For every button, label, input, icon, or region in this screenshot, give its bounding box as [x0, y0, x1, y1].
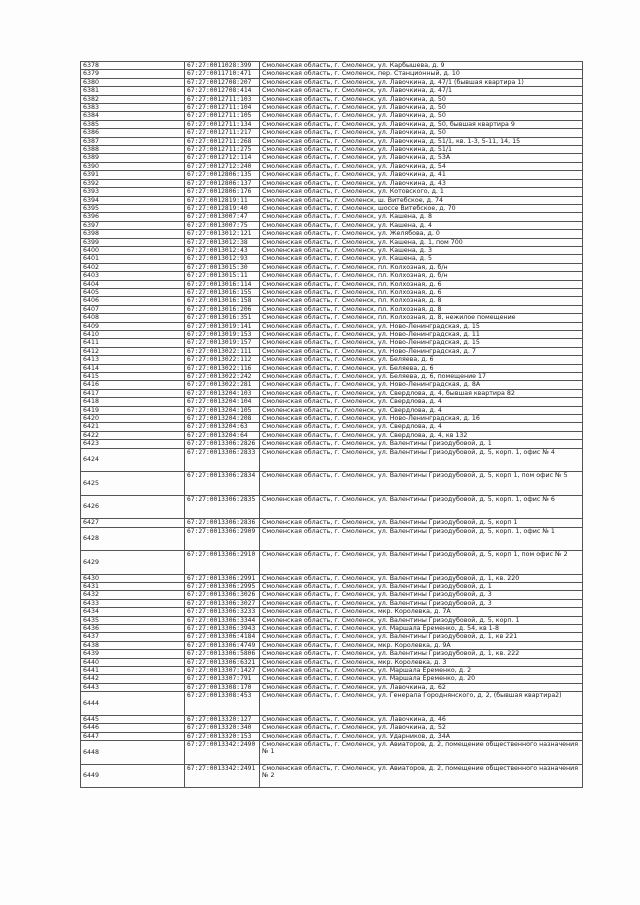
row-number: 6392: [81, 179, 185, 187]
row-number: 6391: [81, 171, 185, 179]
cadastral-number: 67:27:0013204:63: [185, 423, 260, 431]
cadastral-number: 67:27:0013015:30: [185, 263, 260, 271]
address: Смоленская область, г. Смоленск, ул. Валентины Гризодубовой, д. 5, корп. 1, офис № 4: [260, 448, 583, 472]
address: Смоленская область, г. Смоленск, ул. Свердлова, д. 4, бывшая квартира 82: [260, 389, 583, 397]
table-row: [81, 591, 583, 599]
table-row: [81, 162, 583, 170]
address: Смоленская область, г. Смоленск, ул. Валентины Гризодубовой, д. 5, корп. 1, офис № 6: [260, 495, 583, 519]
row-number: 6406: [81, 297, 185, 305]
cadastral-number: 67:27:0012711:105: [185, 112, 260, 120]
address: Смоленская область, г. Смоленск, ул. Кашена, д. 8: [260, 213, 583, 221]
row-number: 6434: [81, 608, 185, 616]
address: Смоленская область, г. Смоленск, ул. Валентины Гризодубовой, д. 5, корп. 1, офис № 1: [260, 527, 583, 551]
address: Смоленская область, г. Смоленск, пер. Станционный, д. 10: [260, 70, 583, 78]
cadastral-number: 67:27:0013306:3344: [185, 616, 260, 624]
address: Смоленская область, г. Смоленск, ул. Генерала Городнянского, д. 2, (бывшая квартира2): [260, 692, 583, 716]
cadastral-number: 67:27:0012712:114: [185, 154, 260, 162]
cadastral-number: 67:27:0013019:153: [185, 331, 260, 339]
cadastral-number: 67:27:0013306:2833: [185, 448, 260, 472]
row-number: 6421: [81, 423, 185, 431]
row-number: 6397: [81, 221, 185, 229]
table-row: [81, 381, 583, 389]
address: Смоленская область, г. Смоленск, ул. Валентины Гризодубовой, д. 1: [260, 440, 583, 448]
table-row: [81, 527, 583, 551]
cadastral-number: 67:27:0013306:2826: [185, 440, 260, 448]
row-number: 6409: [81, 322, 185, 330]
table-row: [81, 373, 583, 381]
table-row: [81, 137, 583, 145]
address: Смоленская область, г. Смоленск, ш. Витебское, д. 74: [260, 196, 583, 204]
table-row: [81, 272, 583, 280]
address: Смоленская область, г. Смоленск, ул. Валентины Гризодубовой, д. 1, кв. 220: [260, 574, 583, 582]
address: Смоленская область, г. Смоленск, пл. Колхозная, д. б/н: [260, 263, 583, 271]
row-number: 6444: [81, 692, 185, 716]
row-number: 6398: [81, 230, 185, 238]
table-row: [81, 112, 583, 120]
address: Смоленская область, г. Смоленск, пл. Колхозная, д. 8: [260, 305, 583, 313]
row-number: 6395: [81, 204, 185, 212]
row-number: 6405: [81, 288, 185, 296]
row-number: 6387: [81, 137, 185, 145]
address: Смоленская область, г. Смоленск, ул. Ново-Ленинградская, д. 15: [260, 322, 583, 330]
row-number: 6425: [81, 472, 185, 496]
cadastral-number: 67:27:0012708:207: [185, 78, 260, 86]
row-number: 6441: [81, 667, 185, 675]
table-row: [81, 213, 583, 221]
address: Смоленская область, г. Смоленск, ул. Лавочкина, д. 51/1, кв. 1-3, 5-11, 14, 15: [260, 137, 583, 145]
row-number: 6438: [81, 641, 185, 649]
cadastral-number: 67:27:0013016:351: [185, 314, 260, 322]
address: Смоленская область, г. Смоленск, ул. Лавочкина, д. 46: [260, 715, 583, 723]
table-row: [81, 415, 583, 423]
address: Смоленская область, г. Смоленск, ул. Ново-Ленинградская, д. 16: [260, 415, 583, 423]
address: Смоленская область, г. Смоленск, ул. Свердлова, д. 4, кв 132: [260, 431, 583, 439]
address: Смоленская область, г. Смоленск, ул. Валентины Гризодубовой, д. 5, корп 1: [260, 519, 583, 527]
address: Смоленская область, г. Смоленск, ул. Лавочкина, д. 50: [260, 112, 583, 120]
cadastral-number: 67:27:0013204:64: [185, 431, 260, 439]
table-row: [81, 423, 583, 431]
table-row: [81, 95, 583, 103]
address: Смоленская область, г. Смоленск, ул. Свердлова, д. 4: [260, 423, 583, 431]
table-row: [81, 551, 583, 575]
table-row: [81, 364, 583, 372]
address: Смоленская область, г. Смоленск, ул. Карбышева, д. 9: [260, 62, 583, 70]
table-row: [81, 658, 583, 666]
cadastral-number: 67:27:0012711:134: [185, 120, 260, 128]
row-number: 6442: [81, 675, 185, 683]
cadastral-number: 67:27:0013012:121: [185, 230, 260, 238]
table-row: [81, 188, 583, 196]
row-number: 6429: [81, 551, 185, 575]
cadastral-number: 67:27:0013019:141: [185, 322, 260, 330]
cadastral-number: 67:27:0013016:155: [185, 288, 260, 296]
table-row: [81, 171, 583, 179]
cadastral-number: 67:27:0012819:40: [185, 204, 260, 212]
cadastral-number: 67:27:0013320:340: [185, 724, 260, 732]
table-row: [81, 724, 583, 732]
register-body: [81, 62, 583, 788]
cadastral-number: 67:27:0012711:104: [185, 104, 260, 112]
row-number: 6447: [81, 732, 185, 740]
table-row: [81, 431, 583, 439]
address: Смоленская область, г. Смоленск, ул. Маршала Еременко, д. 54, кв 1-8: [260, 625, 583, 633]
row-number: 6417: [81, 389, 185, 397]
table-row: [81, 625, 583, 633]
row-number: 6393: [81, 188, 185, 196]
address: Смоленская область, г. Смоленск, ул. Валентины Гризодубовой, д. 3: [260, 591, 583, 599]
row-number: 6435: [81, 616, 185, 624]
cadastral-number: 67:27:0012819:11: [185, 196, 260, 204]
cadastral-number: 67:27:0013306:2995: [185, 583, 260, 591]
cadastral-number: 67:27:0013016:158: [185, 297, 260, 305]
table-row: [81, 633, 583, 641]
cadastral-number: 67:27:0013012:93: [185, 255, 260, 263]
address: Смоленская область, г. Смоленск, ул. Лавочкина, д. 62: [260, 683, 583, 691]
cadastral-number: 67:27:0012806:176: [185, 188, 260, 196]
table-row: [81, 692, 583, 716]
address: Смоленская область, г. Смоленск, ул. Валентины Гризодубовой, д. 1, кв. 222: [260, 650, 583, 658]
table-row: [81, 305, 583, 313]
cadastral-number: 67:27:0013204:208: [185, 415, 260, 423]
cadastral-number: 67:27:0013306:3027: [185, 599, 260, 607]
address: Смоленская область, г. Смоленск, пл. Колхозная, д. 8, нежилое помещение: [260, 314, 583, 322]
cadastral-number: 67:27:0013342:2490: [185, 741, 260, 765]
address: Смоленская область, г. Смоленск, ул. Валентины Гризодубовой, д. 1: [260, 583, 583, 591]
row-number: 6402: [81, 263, 185, 271]
row-number: 6439: [81, 650, 185, 658]
table-row: [81, 288, 583, 296]
table-row: [81, 356, 583, 364]
address: Смоленская область, г. Смоленск, ул. Желябова, д. 0: [260, 230, 583, 238]
cadastral-number: 67:27:0013320:153: [185, 732, 260, 740]
cadastral-number: 67:27:0013320:127: [185, 715, 260, 723]
table-row: [81, 608, 583, 616]
address: Смоленская область, г. Смоленск, ул. Ново-Ленинградская, д. 11: [260, 331, 583, 339]
row-number: 6394: [81, 196, 185, 204]
address: Смоленская область, г. Смоленск, ул. Авиаторов, д. 2, помещение общественного назначения № 1: [260, 741, 583, 765]
address: Смоленская область, г. Смоленск, ул. Ново-Ленинградская, д. 7: [260, 347, 583, 355]
table-row: [81, 583, 583, 591]
row-number: 6433: [81, 599, 185, 607]
row-number: 6389: [81, 154, 185, 162]
cadastral-number: 67:27:0012806:137: [185, 179, 260, 187]
table-row: [81, 574, 583, 582]
cadastral-number: 67:27:0013308:170: [185, 683, 260, 691]
row-number: 6380: [81, 78, 185, 86]
cadastral-number: 67:27:0013306:4184: [185, 633, 260, 641]
row-number: 6422: [81, 431, 185, 439]
cadastral-number: 67:27:0013015:11: [185, 272, 260, 280]
cadastral-number: 67:27:0013306:5806: [185, 650, 260, 658]
address: Смоленская область, г. Смоленск, ул. Лавочкина, д. 50: [260, 129, 583, 137]
address: Смоленская область, г. Смоленск, ул. Кашена, д. 5: [260, 255, 583, 263]
address: Смоленская область, г. Смоленск, пл. Колхозная, д. б/н: [260, 272, 583, 280]
table-row: [81, 667, 583, 675]
address: Смоленская область, г. Смоленск, ул. Валентины Гризодубовой, д. 5, корп 1, пом офис № 5: [260, 472, 583, 496]
address: Смоленская область, г. Смоленск, ул. Ново-Ленинградская, д. 15: [260, 339, 583, 347]
row-number: 6430: [81, 574, 185, 582]
cadastral-number: 67:27:0013016:206: [185, 305, 260, 313]
row-number: 6411: [81, 339, 185, 347]
table-row: [81, 406, 583, 414]
address-register-table: [80, 61, 583, 788]
row-number: 6407: [81, 305, 185, 313]
cadastral-number: 67:27:0013007:75: [185, 221, 260, 229]
address: Смоленская область, г. Смоленск, шоссе Витебское, д. 70: [260, 204, 583, 212]
table-row: [81, 120, 583, 128]
row-number: 6383: [81, 104, 185, 112]
row-number: 6445: [81, 715, 185, 723]
table-row: [81, 87, 583, 95]
address: Смоленская область, г. Смоленск, ул. Лавочкина, д. 47/1 (бывшая квартира 1): [260, 78, 583, 86]
address: Смоленская область, г. Смоленск, ул. Кашена, д. 1, пом 700: [260, 238, 583, 246]
address: Смоленская область, г. Смоленск, ул. Лавочкина, д. 53А: [260, 154, 583, 162]
cadastral-number: 67:27:0013204:103: [185, 389, 260, 397]
cadastral-number: 67:27:0013306:2910: [185, 551, 260, 575]
cadastral-number: 67:27:0012711:103: [185, 95, 260, 103]
address: Смоленская область, г. Смоленск, ул. Валентины Гризодубовой, д. 1, кв 221: [260, 633, 583, 641]
row-number: 6415: [81, 373, 185, 381]
address: Смоленская область, г. Смоленск, ул. Кашена, д. 3: [260, 246, 583, 254]
address: Смоленская область, г. Смоленск, ул. Котовского, д. 1: [260, 188, 583, 196]
row-number: 6449: [81, 764, 185, 788]
row-number: 6431: [81, 583, 185, 591]
table-row: [81, 616, 583, 624]
cadastral-number: 67:27:0013306:3943: [185, 625, 260, 633]
table-row: [81, 683, 583, 691]
address: Смоленская область, г. Смоленск, ул. Авиаторов, д. 2, помещение общественного назначения № 2: [260, 764, 583, 788]
address: Смоленская область, г. Смоленск, ул. Лавочкина, д. 50: [260, 95, 583, 103]
table-row: [81, 246, 583, 254]
address: Смоленская область, г. Смоленск, ул. Свердлова, д. 4: [260, 398, 583, 406]
cadastral-number: 67:27:0011710:471: [185, 70, 260, 78]
cadastral-number: 67:27:0013306:2834: [185, 472, 260, 496]
row-number: 6388: [81, 146, 185, 154]
address: Смоленская область, г. Смоленск, ул. Беляева, д. 6: [260, 364, 583, 372]
cadastral-number: 67:27:0013306:3233: [185, 608, 260, 616]
row-number: 6396: [81, 213, 185, 221]
row-number: 6423: [81, 440, 185, 448]
address: Смоленская область, г. Смоленск, мкр. Королевка, д. 7А: [260, 608, 583, 616]
table-row: [81, 70, 583, 78]
cadastral-number: 67:27:0013307:1427: [185, 667, 260, 675]
table-row: [81, 62, 583, 70]
cadastral-number: 67:27:0013306:2835: [185, 495, 260, 519]
address: Смоленская область, г. Смоленск, ул. Ново-Ленинградская, д. 8А: [260, 381, 583, 389]
row-number: 6427: [81, 519, 185, 527]
cadastral-number: 67:27:0013204:105: [185, 406, 260, 414]
address: Смоленская область, г. Смоленск, ул. Лавочкина, д. 41: [260, 171, 583, 179]
cadastral-number: 67:27:0011028:399: [185, 62, 260, 70]
table-row: [81, 339, 583, 347]
row-number: 6408: [81, 314, 185, 322]
cadastral-number: 67:27:0013016:114: [185, 280, 260, 288]
row-number: 6384: [81, 112, 185, 120]
table-row: [81, 297, 583, 305]
table-row: [81, 495, 583, 519]
row-number: 6378: [81, 62, 185, 70]
row-number: 6381: [81, 87, 185, 95]
cadastral-number: 67:27:0013306:4749: [185, 641, 260, 649]
table-row: [81, 104, 583, 112]
cadastral-number: 67:27:0013306:6321: [185, 658, 260, 666]
table-row: [81, 732, 583, 740]
table-row: [81, 675, 583, 683]
row-number: 6432: [81, 591, 185, 599]
row-number: 6410: [81, 331, 185, 339]
table-row: [81, 519, 583, 527]
row-number: 6382: [81, 95, 185, 103]
row-number: 6412: [81, 347, 185, 355]
table-row: [81, 230, 583, 238]
row-number: 6414: [81, 364, 185, 372]
row-number: 6385: [81, 120, 185, 128]
cadastral-number: 67:27:0012711:217: [185, 129, 260, 137]
cadastral-number: 67:27:0013204:104: [185, 398, 260, 406]
row-number: 6400: [81, 246, 185, 254]
address: Смоленская область, г. Смоленск, ул. Лавочкина, д. 47/1: [260, 87, 583, 95]
row-number: 6418: [81, 398, 185, 406]
cadastral-number: 67:27:0013306:2991: [185, 574, 260, 582]
table-row: [81, 314, 583, 322]
table-row: [81, 129, 583, 137]
row-number: 6419: [81, 406, 185, 414]
address: Смоленская область, г. Смоленск, ул. Валентины Гризодубовой, д. 3: [260, 599, 583, 607]
row-number: 6379: [81, 70, 185, 78]
row-number: 6404: [81, 280, 185, 288]
table-row: [81, 389, 583, 397]
address: Смоленская область, г. Смоленск, ул. Свердлова, д. 4: [260, 406, 583, 414]
address: Смоленская область, г. Смоленск, ул. Маршала Еременко, д. 20: [260, 675, 583, 683]
row-number: 6448: [81, 741, 185, 765]
row-number: 6399: [81, 238, 185, 246]
cadastral-number: 67:27:0013012:38: [185, 238, 260, 246]
address: Смоленская область, г. Смоленск, ул. Валентины Гризодубовой, д. 5, корп. 1: [260, 616, 583, 624]
cadastral-number: 67:27:0012711:275: [185, 146, 260, 154]
address: Смоленская область, г. Смоленск, ул. Беляева, д. 6: [260, 356, 583, 364]
cadastral-number: 67:27:0012708:414: [185, 87, 260, 95]
table-row: [81, 599, 583, 607]
row-number: 6401: [81, 255, 185, 263]
row-number: 6426: [81, 495, 185, 519]
cadastral-number: 67:27:0013022:242: [185, 373, 260, 381]
address: Смоленская область, г. Смоленск, ул. Кашена, д. 4: [260, 221, 583, 229]
row-number: 6386: [81, 129, 185, 137]
cadastral-number: 67:27:0013342:2491: [185, 764, 260, 788]
table-row: [81, 322, 583, 330]
address: Смоленская область, г. Смоленск, пл. Колхозная, д. 8: [260, 297, 583, 305]
cadastral-number: 67:27:0013306:2909: [185, 527, 260, 551]
cadastral-number: 67:27:0012712:240: [185, 162, 260, 170]
row-number: 6416: [81, 381, 185, 389]
cadastral-number: 67:27:0013022:281: [185, 381, 260, 389]
table-row: [81, 238, 583, 246]
row-number: 6440: [81, 658, 185, 666]
table-row: [81, 255, 583, 263]
row-number: 6390: [81, 162, 185, 170]
cadastral-number: 67:27:0013022:116: [185, 364, 260, 372]
address: Смоленская область, г. Смоленск, ул. Лавочкина, д. 52: [260, 724, 583, 732]
address: Смоленская область, г. Смоленск, мкр. Королевка, д. 3: [260, 658, 583, 666]
row-number: 6420: [81, 415, 185, 423]
table-row: [81, 179, 583, 187]
row-number: 6446: [81, 724, 185, 732]
row-number: 6437: [81, 633, 185, 641]
table-row: [81, 448, 583, 472]
address: Смоленская область, г. Смоленск, ул. Лавочкина, д. 50, бывшая квартира 9: [260, 120, 583, 128]
table-row: [81, 263, 583, 271]
address: Смоленская область, г. Смоленск, пл. Колхозная, д. 6: [260, 280, 583, 288]
address: Смоленская область, г. Смоленск, ул. Лавочкина, д. 50: [260, 104, 583, 112]
table-row: [81, 196, 583, 204]
table-row: [81, 398, 583, 406]
table-row: [81, 764, 583, 788]
table-row: [81, 440, 583, 448]
row-number: 6436: [81, 625, 185, 633]
cadastral-number: 67:27:0013307:791: [185, 675, 260, 683]
row-number: 6443: [81, 683, 185, 691]
table-row: [81, 331, 583, 339]
table-row: [81, 650, 583, 658]
table-row: [81, 472, 583, 496]
cadastral-number: 67:27:0013022:111: [185, 347, 260, 355]
address: Смоленская область, г. Смоленск, мкр. Королевка, д. 9А: [260, 641, 583, 649]
cadastral-number: 67:27:0012711:268: [185, 137, 260, 145]
address: Смоленская область, г. Смоленск, ул. Валентины Гризодубовой, д. 5, корп 1, пом офис № 2: [260, 551, 583, 575]
table-row: [81, 280, 583, 288]
address: Смоленская область, г. Смоленск, ул. Лавочкина, д. 43: [260, 179, 583, 187]
row-number: 6403: [81, 272, 185, 280]
cadastral-number: 67:27:0013306:2836: [185, 519, 260, 527]
table-row: [81, 154, 583, 162]
table-row: [81, 221, 583, 229]
table-row: [81, 146, 583, 154]
address: Смоленская область, г. Смоленск, ул. Беляева, д. 6, помещение 17: [260, 373, 583, 381]
cadastral-number: 67:27:0013022:112: [185, 356, 260, 364]
table-row: [81, 78, 583, 86]
cadastral-number: 67:27:0013306:3026: [185, 591, 260, 599]
address: Смоленская область, г. Смоленск, ул. Лавочкина, д. 51/1: [260, 146, 583, 154]
table-row: [81, 741, 583, 765]
address: Смоленская область, г. Смоленск, ул. Лавочкина, д. 54: [260, 162, 583, 170]
row-number: 6413: [81, 356, 185, 364]
address: Смоленская область, г. Смоленск, ул. Маршала Еременко, д. 2: [260, 667, 583, 675]
row-number: 6424: [81, 448, 185, 472]
address: Смоленская область, г. Смоленск, пл. Колхозная, д. 6: [260, 288, 583, 296]
table-row: [81, 715, 583, 723]
address: Смоленская область, г. Смоленск, ул. Ударников, д. 34А: [260, 732, 583, 740]
table-row: [81, 347, 583, 355]
table-row: [81, 204, 583, 212]
cadastral-number: 67:27:0013012:43: [185, 246, 260, 254]
table-row: [81, 641, 583, 649]
cadastral-number: 67:27:0013308:453: [185, 692, 260, 716]
cadastral-number: 67:27:0013007:47: [185, 213, 260, 221]
cadastral-number: 67:27:0012806:135: [185, 171, 260, 179]
cadastral-number: 67:27:0013019:157: [185, 339, 260, 347]
row-number: 6428: [81, 527, 185, 551]
